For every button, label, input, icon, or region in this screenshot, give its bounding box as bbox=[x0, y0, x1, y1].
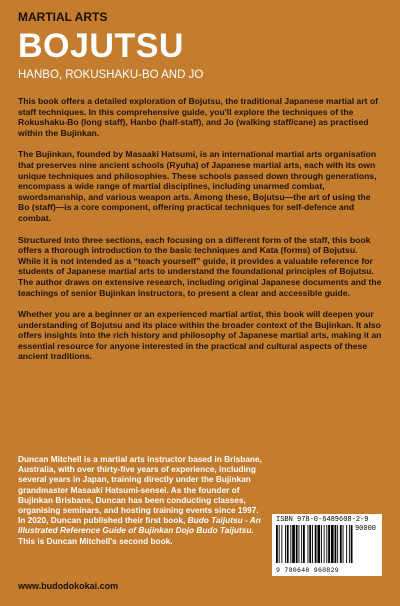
blurb-paragraph-1: This book offers a detailed exploration of Bojutsu, the traditional Japanese martial art of staff techniques. In this comprehensive guide, you'll explore the techniques of the Rokushaku-Bo (long staff), Hanbo (half-staff), and Jo (walking staff/cane) as practised within the Bujinkan. bbox=[18, 96, 379, 138]
author-bio bbox=[18, 454, 270, 546]
author-bio-intro: Duncan Mitchell is a martial arts instructor based in Brisbane, Australia, with over thirty-five years of experience, including several years in Japan, training directly under the Bujinkan grandmaster Masaaki Hatsumi-sensei. As the founder of Bujinkan Brisbane, Duncan has been conducting classes, organising seminars, and hosting training events since 1997. bbox=[18, 454, 262, 516]
ean-digits: 9 780648 960829 bbox=[276, 567, 340, 574]
author-first-book bbox=[18, 515, 270, 535]
book-subtitle: HANBO, ROKUSHAKU-BO AND JO bbox=[18, 69, 204, 81]
category-label: MARTIAL ARTS bbox=[18, 10, 108, 24]
blurb-paragraph-3: Structured into three sections, each focusing on a different form of the staff, this book offers a thorough introduction to the basic techniques and Kata (forms) of Bojutsu. While it is not intended as a “teach yourself” guide, it provides a valuable reference for students of Japanese martial arts to understand the foundational principles of Bojutsu. The author draws on extensive research, including original Japanese documents and the teachings of senior Bujinkan instructors, to present a clear and accessible guide. bbox=[18, 234, 382, 298]
blurb-paragraph-2: The Bujinkan, founded by Masaaki Hatsumi, is an international martial arts organisation that preserves nine ancient schools (Ryuha) of Japanese martial arts, each with its own unique techniques and philosophies. These schools passed down through generations, encompass a wide range of martial disciplines, including unarmed combat, swordsmanship, and various weapon arts. Among these, Bojutsu—the art of using the Bo (staff)—is a core component, offering practical techniques for self-defence and combat. bbox=[18, 149, 377, 223]
isbn-barcode bbox=[272, 514, 382, 576]
price-code: 90000 bbox=[354, 525, 376, 533]
first-book-prefix: In 2020, Duncan published their first book, bbox=[18, 515, 188, 526]
blurb-paragraph-4: Whether you are a beginner or an experienced martial artist, this book will deepen your understanding of Bojutsu and its place within the broader context of the Bujinkan. It also offers insights into the rich history and philosophy of Japanese martial arts, making it an essential resource for anyone interested in the practical and cultural aspects of these ancient traditions. bbox=[18, 309, 382, 362]
website-url: www.budodokokai.com bbox=[18, 581, 119, 591]
first-book-title: Budo Taijutsu - An Illustrated Reference Guide of Bujinkan Dojo Budo Taijutsu bbox=[18, 515, 261, 536]
book-title: BOJUTSU bbox=[18, 27, 184, 65]
barcode-bars bbox=[276, 525, 378, 563]
blurb bbox=[18, 96, 382, 362]
first-book-suffix: . bbox=[251, 525, 254, 536]
author-second-book: This is Duncan Mitchell's second book. bbox=[18, 535, 173, 546]
isbn-text: ISBN 978-0-6489608-2-9 bbox=[276, 516, 369, 524]
